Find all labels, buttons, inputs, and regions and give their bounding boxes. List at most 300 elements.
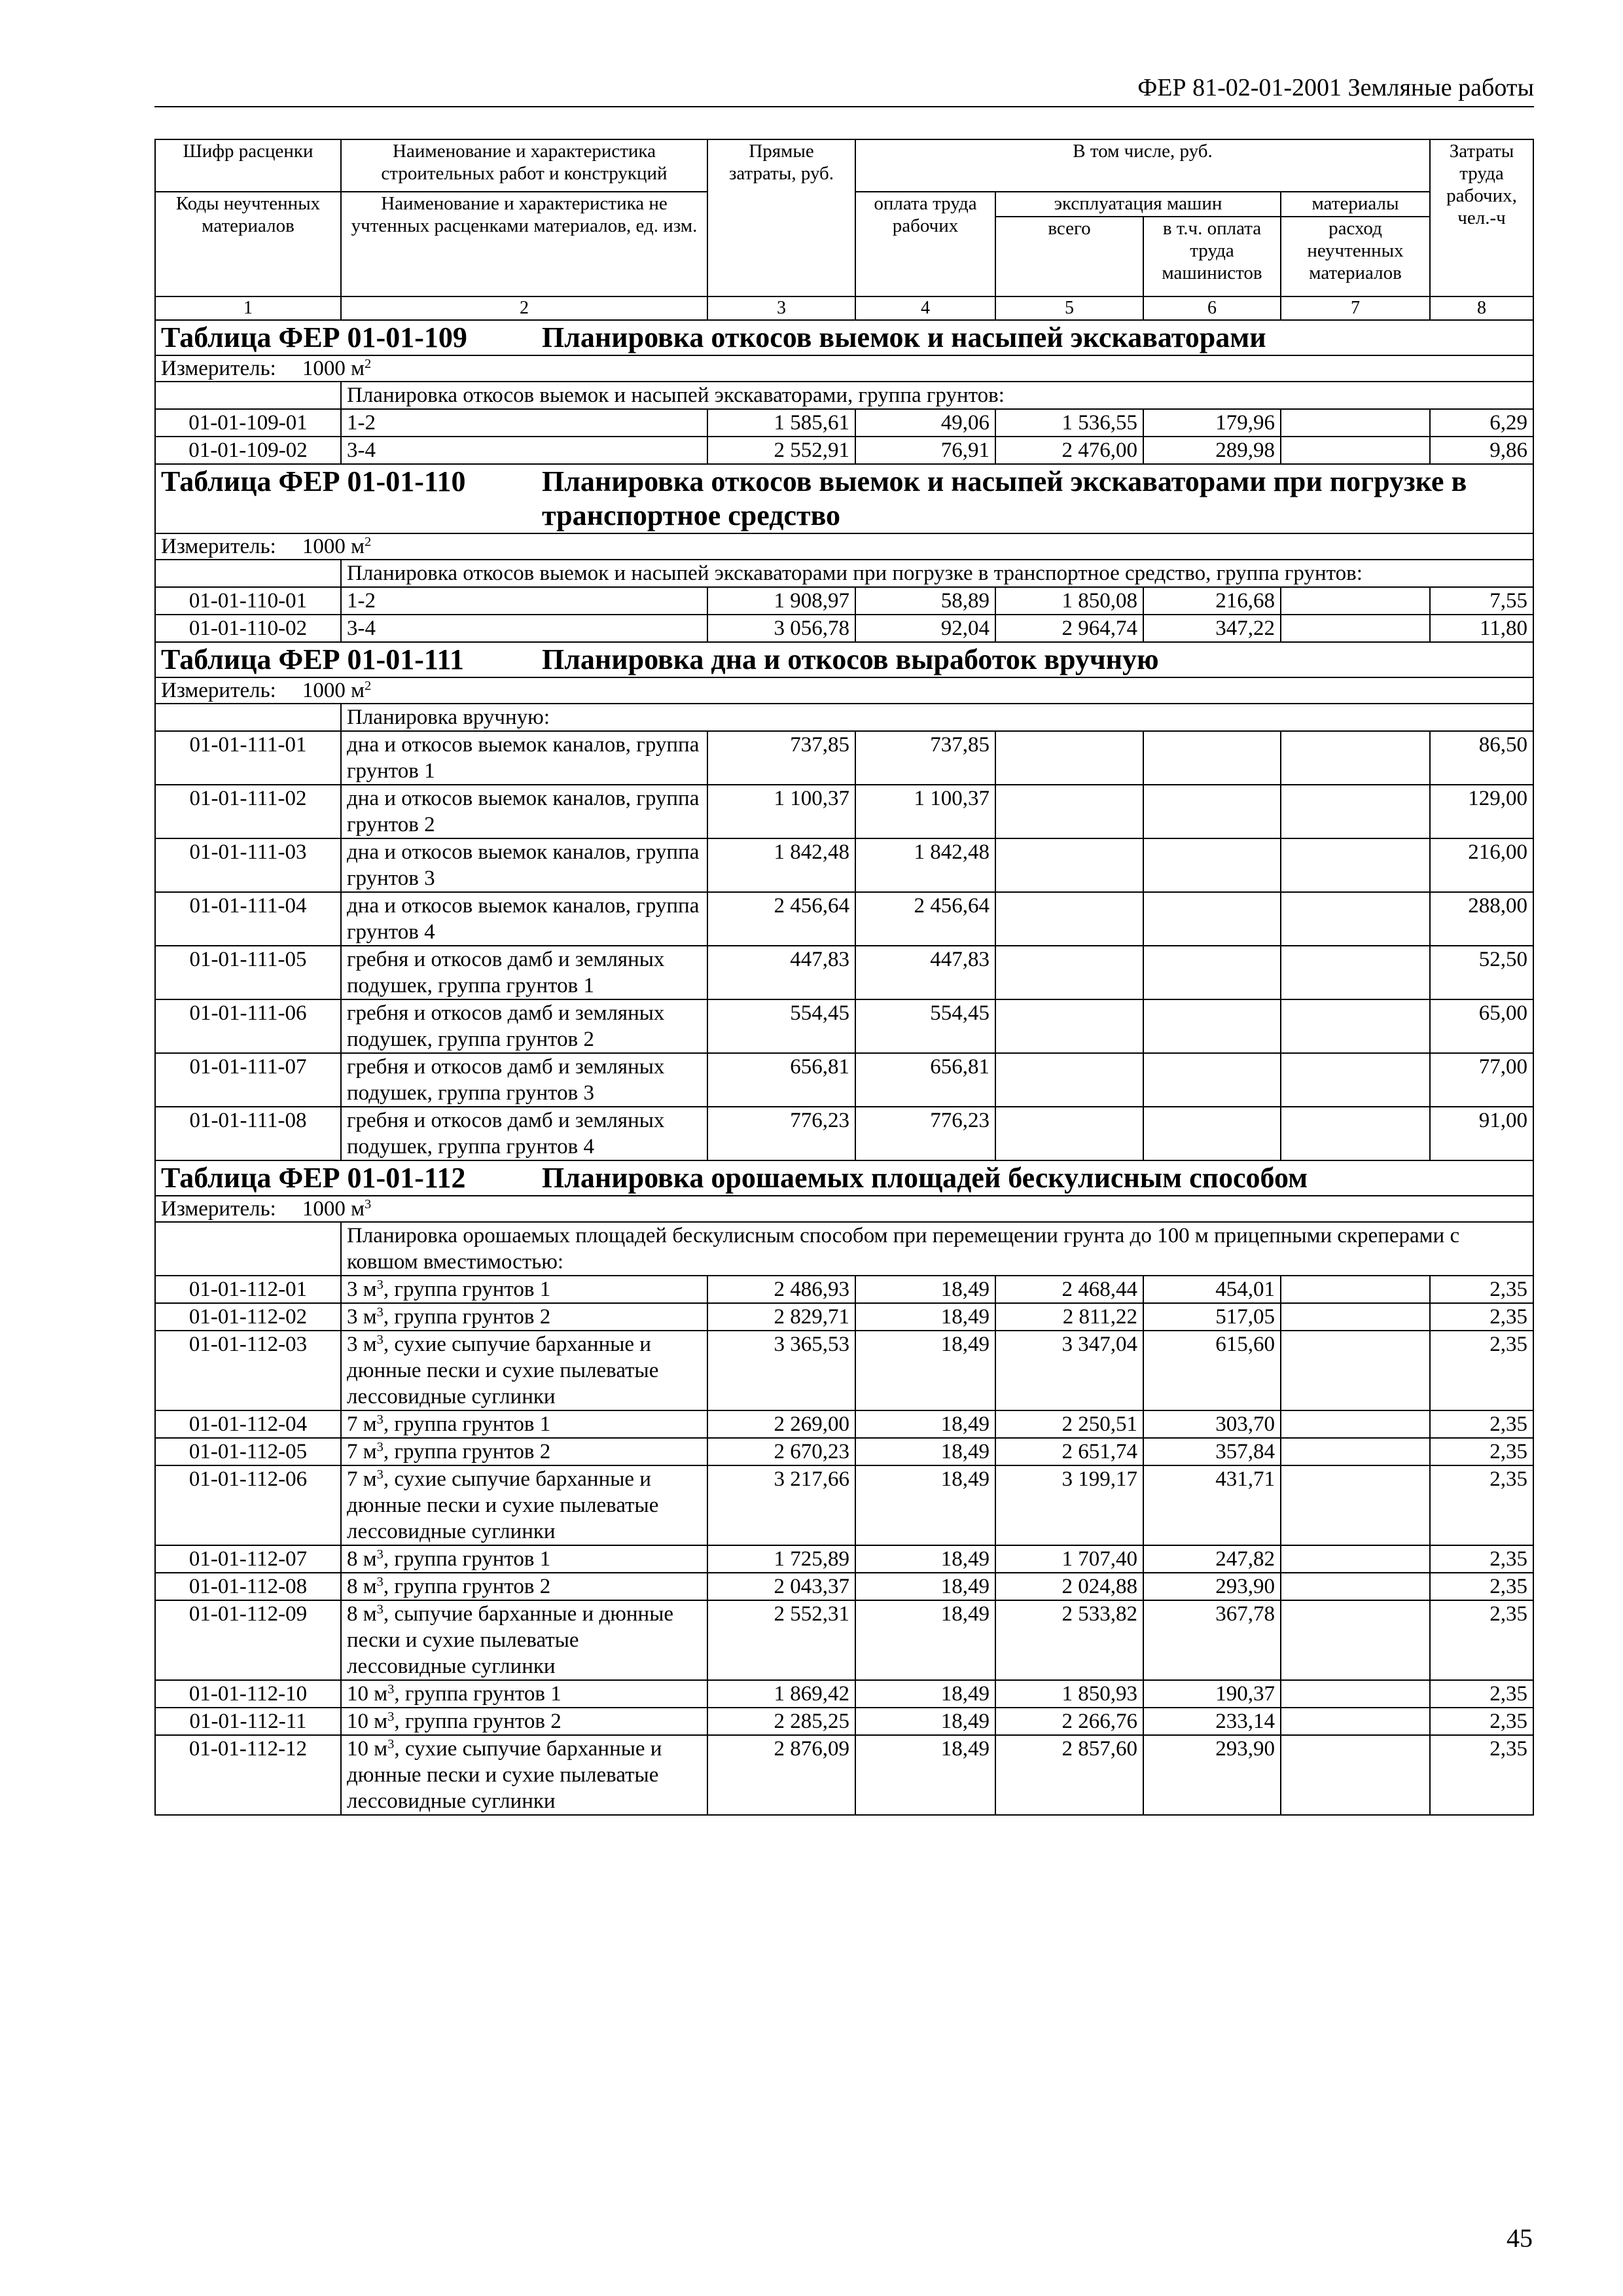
rate-name <box>341 437 707 464</box>
table-title-row <box>155 464 1533 533</box>
rate-code: 01-01-109-01 <box>155 409 341 437</box>
col-header-name: Наименование и характеристика строительных работ и конструкций <box>341 139 707 192</box>
table-title: Планировка откосов выемок и насыпей экскаваторами при погрузке в транспортное средство <box>542 465 1467 531</box>
direct-cost: 3 056,78 <box>707 615 855 642</box>
rate-code: 01-01-110-02 <box>155 615 341 642</box>
labor-cost: 92,04 <box>855 615 995 642</box>
table-title: Планировка орошаемых площадей бескулисным способом <box>542 1162 1308 1194</box>
labor-hours: 11,80 <box>1430 615 1533 642</box>
col-header-labor-cost: оплата труда рабочих <box>855 192 995 296</box>
machinist-labor: 190,37 <box>1143 1680 1281 1708</box>
measure-label: Измеритель: <box>161 357 276 380</box>
machines-total: 3 347,04 <box>995 1331 1143 1410</box>
table-row <box>155 785 1533 838</box>
machines-total: 2 857,60 <box>995 1735 1143 1815</box>
labor-cost: 58,89 <box>855 587 995 615</box>
labor-hours: 7,55 <box>1430 587 1533 615</box>
labor-cost: 76,91 <box>855 437 995 464</box>
direct-cost: 776,23 <box>707 1107 855 1160</box>
table-title-cell <box>155 642 1533 677</box>
table-row <box>155 1107 1533 1160</box>
rate-name-text: 3-4 <box>347 439 376 462</box>
rate-code: 01-01-112-08 <box>155 1573 341 1600</box>
col-header-code: Шифр расценки <box>155 139 341 192</box>
materials-use <box>1281 892 1430 946</box>
machines-total: 2 024,88 <box>995 1573 1143 1600</box>
description-row <box>155 560 1533 587</box>
measure-power: 2 <box>365 356 372 371</box>
labor-cost: 1 842,48 <box>855 838 995 892</box>
rate-name <box>341 1107 707 1160</box>
labor-hours: 129,00 <box>1430 785 1533 838</box>
rate-name <box>341 1573 707 1600</box>
measure-cell <box>155 533 1533 560</box>
direct-cost: 3 217,66 <box>707 1465 855 1545</box>
direct-cost: 656,81 <box>707 1053 855 1107</box>
direct-cost: 2 670,23 <box>707 1438 855 1465</box>
col-header-direct: Прямые затраты, руб. <box>707 139 855 296</box>
labor-hours: 9,86 <box>1430 437 1533 464</box>
machinist-labor: 179,96 <box>1143 409 1281 437</box>
materials-use <box>1281 1545 1430 1573</box>
col-header-materials: материалы <box>1281 192 1430 217</box>
direct-cost: 1 585,61 <box>707 409 855 437</box>
direct-cost: 2 486,93 <box>707 1276 855 1303</box>
machines-total: 1 707,40 <box>995 1545 1143 1573</box>
direct-cost: 2 552,91 <box>707 437 855 464</box>
rate-code: 01-01-110-01 <box>155 587 341 615</box>
rate-name-text: 1-2 <box>347 589 376 613</box>
rate-code: 01-01-112-11 <box>155 1708 341 1735</box>
machinist-labor <box>1143 785 1281 838</box>
description-text: Планировка откосов выемок и насыпей экскаваторами при погрузке в транспортное средство, группа грунтов: <box>341 560 1533 587</box>
rate-name-text: дна и откосов выемок каналов, группа грунтов 1 <box>347 733 700 783</box>
rate-name <box>341 1053 707 1107</box>
direct-cost: 1 842,48 <box>707 838 855 892</box>
machinist-labor: 367,78 <box>1143 1600 1281 1680</box>
machines-total <box>995 892 1143 946</box>
machinist-labor: 216,68 <box>1143 587 1281 615</box>
rate-code: 01-01-112-12 <box>155 1735 341 1815</box>
rates-table <box>154 139 1534 1816</box>
description-row <box>155 704 1533 731</box>
rate-name-text: , группа грунтов 1 <box>383 1412 551 1436</box>
measure-row <box>155 677 1533 704</box>
materials-use <box>1281 1600 1430 1680</box>
rate-name-text: дна и откосов выемок каналов, группа грунтов 2 <box>347 787 700 836</box>
rate-name-power: 3 <box>376 1332 383 1347</box>
labor-cost: 2 456,64 <box>855 892 995 946</box>
rate-name <box>341 1410 707 1438</box>
labor-hours: 288,00 <box>1430 892 1533 946</box>
rate-code: 01-01-111-04 <box>155 892 341 946</box>
labor-cost: 18,49 <box>855 1735 995 1815</box>
rate-name-size: 10 м <box>347 1710 388 1733</box>
measure-label: Измеритель: <box>161 679 276 702</box>
labor-cost: 656,81 <box>855 1053 995 1107</box>
labor-cost: 18,49 <box>855 1680 995 1708</box>
table-row <box>155 1545 1533 1573</box>
rate-name-text: гребня и откосов дамб и земляных подушек, группа грунтов 3 <box>347 1055 665 1105</box>
rate-name-text: дна и откосов выемок каналов, группа грунтов 3 <box>347 840 700 890</box>
machinist-labor <box>1143 946 1281 999</box>
table-row <box>155 1680 1533 1708</box>
rate-name-size: 8 м <box>347 1575 377 1598</box>
table-label: Таблица ФЕР 01-01-112 <box>161 1162 466 1194</box>
col-header-machines: эксплуатация машин <box>995 192 1281 217</box>
labor-hours: 216,00 <box>1430 838 1533 892</box>
machinist-labor: 357,84 <box>1143 1438 1281 1465</box>
description-text: Планировка вручную: <box>341 704 1533 731</box>
table-row <box>155 1465 1533 1545</box>
rate-code: 01-01-112-10 <box>155 1680 341 1708</box>
labor-cost: 18,49 <box>855 1600 995 1680</box>
labor-hours: 2,35 <box>1430 1735 1533 1815</box>
rate-code: 01-01-112-07 <box>155 1545 341 1573</box>
col-header-codes-unaccounted: Коды неучтенных материалов <box>155 192 341 296</box>
materials-use <box>1281 1053 1430 1107</box>
table-row <box>155 1573 1533 1600</box>
direct-cost: 3 365,53 <box>707 1331 855 1410</box>
machinist-labor: 289,98 <box>1143 437 1281 464</box>
col-number: 7 <box>1281 296 1430 320</box>
materials-use <box>1281 785 1430 838</box>
machinist-labor <box>1143 1107 1281 1160</box>
machinist-labor: 615,60 <box>1143 1331 1281 1410</box>
materials-use <box>1281 1303 1430 1331</box>
table-title-row <box>155 1160 1533 1196</box>
rate-name-size: 7 м <box>347 1467 377 1491</box>
machines-total <box>995 1107 1143 1160</box>
rate-name <box>341 1303 707 1331</box>
rate-code: 01-01-109-02 <box>155 437 341 464</box>
machines-total <box>995 999 1143 1053</box>
measure-label: Измеритель: <box>161 1197 276 1221</box>
materials-use <box>1281 1680 1430 1708</box>
rate-name-size: 7 м <box>347 1440 377 1463</box>
materials-use <box>1281 1708 1430 1735</box>
machinist-labor <box>1143 999 1281 1053</box>
rate-code: 01-01-112-01 <box>155 1276 341 1303</box>
rate-name-power: 3 <box>387 1736 395 1751</box>
rate-name-power: 3 <box>376 1304 383 1319</box>
machines-total: 2 250,51 <box>995 1410 1143 1438</box>
labor-hours: 6,29 <box>1430 409 1533 437</box>
table-row <box>155 731 1533 785</box>
table-row <box>155 1410 1533 1438</box>
rate-name-size: 3 м <box>347 1333 377 1356</box>
machines-total <box>995 731 1143 785</box>
rate-name-text: гребня и откосов дамб и земляных подушек, группа грунтов 1 <box>347 948 665 997</box>
labor-hours: 2,35 <box>1430 1600 1533 1680</box>
materials-use <box>1281 437 1430 464</box>
table-title: Планировка дна и откосов выработок вручную <box>542 643 1159 675</box>
rate-name-size: 8 м <box>347 1547 377 1571</box>
machinist-labor: 247,82 <box>1143 1545 1281 1573</box>
labor-cost: 18,49 <box>855 1545 995 1573</box>
rate-name <box>341 1545 707 1573</box>
machinist-labor: 293,90 <box>1143 1735 1281 1815</box>
col-header-labor-hours: Затраты труда рабочих, чел.-ч <box>1430 139 1533 296</box>
labor-hours: 2,35 <box>1430 1303 1533 1331</box>
rate-name <box>341 892 707 946</box>
labor-hours: 52,50 <box>1430 946 1533 999</box>
materials-use <box>1281 1410 1430 1438</box>
measure-value: 1000 м <box>302 357 365 380</box>
direct-cost: 2 552,31 <box>707 1600 855 1680</box>
rate-code: 01-01-112-03 <box>155 1331 341 1410</box>
machinist-labor <box>1143 731 1281 785</box>
rate-name <box>341 785 707 838</box>
rate-name-size: 8 м <box>347 1602 377 1626</box>
machines-total: 2 964,74 <box>995 615 1143 642</box>
description-row <box>155 382 1533 409</box>
materials-use <box>1281 1465 1430 1545</box>
measure-cell <box>155 355 1533 382</box>
labor-cost: 18,49 <box>855 1438 995 1465</box>
col-number: 5 <box>995 296 1143 320</box>
table-row <box>155 1276 1533 1303</box>
col-number: 4 <box>855 296 995 320</box>
materials-use <box>1281 1107 1430 1160</box>
page-header-title: ФЕР 81-02-01-2001 Земляные работы <box>1137 74 1534 101</box>
machinist-labor: 517,05 <box>1143 1303 1281 1331</box>
rate-name <box>341 409 707 437</box>
rate-name <box>341 731 707 785</box>
table-row <box>155 1303 1533 1331</box>
materials-use <box>1281 946 1430 999</box>
rate-name <box>341 1600 707 1680</box>
description-spacer <box>155 560 341 587</box>
table-row <box>155 1331 1533 1410</box>
rate-name-power: 3 <box>376 1412 383 1427</box>
measure-cell <box>155 1196 1533 1222</box>
machinist-labor: 233,14 <box>1143 1708 1281 1735</box>
rate-code: 01-01-112-05 <box>155 1438 341 1465</box>
column-number-row <box>155 296 1533 320</box>
rate-name-text: , группа грунтов 2 <box>383 1305 551 1329</box>
rate-code: 01-01-112-09 <box>155 1600 341 1680</box>
rate-name <box>341 1735 707 1815</box>
col-number: 2 <box>341 296 707 320</box>
measure-value: 1000 м <box>302 679 365 702</box>
col-header-name-unaccounted: Наименование и характеристика не учтенных расценками материалов, ед. изм. <box>341 192 707 296</box>
machinist-labor: 454,01 <box>1143 1276 1281 1303</box>
table-title-cell <box>155 464 1533 533</box>
labor-cost: 18,49 <box>855 1303 995 1331</box>
direct-cost: 2 876,09 <box>707 1735 855 1815</box>
measure-row <box>155 533 1533 560</box>
table-row <box>155 1708 1533 1735</box>
table-row <box>155 409 1533 437</box>
materials-use <box>1281 1438 1430 1465</box>
materials-use <box>1281 1735 1430 1815</box>
machinist-labor: 303,70 <box>1143 1410 1281 1438</box>
labor-cost: 49,06 <box>855 409 995 437</box>
machines-total <box>995 946 1143 999</box>
rate-name-text: , группа грунтов 2 <box>383 1440 551 1463</box>
materials-use <box>1281 409 1430 437</box>
table-row <box>155 1735 1533 1815</box>
rate-name-text: , группа грунтов 1 <box>394 1682 562 1706</box>
rate-code: 01-01-111-02 <box>155 785 341 838</box>
labor-cost: 447,83 <box>855 946 995 999</box>
page-header <box>154 73 1534 107</box>
rate-code: 01-01-111-08 <box>155 1107 341 1160</box>
table-label: Таблица ФЕР 01-01-110 <box>161 465 466 497</box>
direct-cost: 1 908,97 <box>707 587 855 615</box>
direct-cost: 554,45 <box>707 999 855 1053</box>
description-text: Планировка откосов выемок и насыпей экскаваторами, группа грунтов: <box>341 382 1533 409</box>
machinist-labor: 347,22 <box>1143 615 1281 642</box>
machines-total: 2 651,74 <box>995 1438 1143 1465</box>
labor-hours: 91,00 <box>1430 1107 1533 1160</box>
labor-hours: 86,50 <box>1430 731 1533 785</box>
rate-name-power: 3 <box>376 1547 383 1562</box>
rate-code: 01-01-112-02 <box>155 1303 341 1331</box>
labor-cost: 18,49 <box>855 1276 995 1303</box>
machines-total: 1 850,08 <box>995 587 1143 615</box>
rate-name-text: , группа грунтов 1 <box>383 1547 551 1571</box>
table-title-row <box>155 320 1533 355</box>
labor-hours: 2,35 <box>1430 1331 1533 1410</box>
labor-hours: 2,35 <box>1430 1276 1533 1303</box>
measure-row <box>155 1196 1533 1222</box>
rate-name-text: , сухие сыпучие барханные и дюнные пески и сухие пылеватые лессовидные суглинки <box>347 1737 662 1813</box>
table-row <box>155 999 1533 1053</box>
machines-total: 2 533,82 <box>995 1600 1143 1680</box>
table-row <box>155 587 1533 615</box>
labor-cost: 18,49 <box>855 1465 995 1545</box>
direct-cost: 447,83 <box>707 946 855 999</box>
col-header-total: всего <box>995 217 1143 296</box>
measure-cell <box>155 677 1533 704</box>
materials-use <box>1281 838 1430 892</box>
rate-name-text: гребня и откосов дамб и земляных подушек, группа грунтов 2 <box>347 1001 665 1051</box>
machines-total <box>995 1053 1143 1107</box>
rate-name-size: 7 м <box>347 1412 377 1436</box>
rate-name <box>341 1276 707 1303</box>
rate-name-text: , сухие сыпучие барханные и дюнные пески и сухие пылеватые лессовидные суглинки <box>347 1467 659 1543</box>
col-header-incl: В том числе, руб. <box>855 139 1430 192</box>
labor-hours: 2,35 <box>1430 1573 1533 1600</box>
rate-name-power: 3 <box>376 1602 383 1617</box>
rate-name <box>341 1438 707 1465</box>
labor-hours: 77,00 <box>1430 1053 1533 1107</box>
rate-name <box>341 1465 707 1545</box>
rate-name-size: 10 м <box>347 1737 388 1761</box>
measure-label: Измеритель: <box>161 535 276 558</box>
machines-total <box>995 785 1143 838</box>
description-spacer <box>155 1222 341 1276</box>
table-title: Планировка откосов выемок и насыпей экскаваторами <box>542 321 1266 353</box>
labor-hours: 2,35 <box>1430 1545 1533 1573</box>
rate-code: 01-01-111-03 <box>155 838 341 892</box>
rate-name-power: 3 <box>376 1439 383 1454</box>
table-title-cell <box>155 1160 1533 1196</box>
labor-hours: 65,00 <box>1430 999 1533 1053</box>
labor-cost: 1 100,37 <box>855 785 995 838</box>
machines-total: 2 476,00 <box>995 437 1143 464</box>
rate-code: 01-01-112-06 <box>155 1465 341 1545</box>
rate-name-text: , сыпучие барханные и дюнные пески и сухие пылеватые лессовидные суглинки <box>347 1602 674 1678</box>
machinist-labor: 293,90 <box>1143 1573 1281 1600</box>
machines-total: 1 536,55 <box>995 409 1143 437</box>
rate-name-size: 3 м <box>347 1278 377 1301</box>
materials-use <box>1281 1331 1430 1410</box>
machines-total: 1 850,93 <box>995 1680 1143 1708</box>
materials-use <box>1281 731 1430 785</box>
direct-cost: 2 269,00 <box>707 1410 855 1438</box>
rate-code: 01-01-111-07 <box>155 1053 341 1107</box>
materials-use <box>1281 999 1430 1053</box>
rate-name-power: 3 <box>387 1681 395 1696</box>
page-number: 45 <box>1507 2223 1533 2253</box>
table-row <box>155 615 1533 642</box>
rate-name-text: дна и откосов выемок каналов, группа грунтов 4 <box>347 894 700 944</box>
rate-name-text: 1-2 <box>347 411 376 435</box>
rate-name <box>341 1680 707 1708</box>
labor-cost: 737,85 <box>855 731 995 785</box>
rate-name <box>341 838 707 892</box>
table-title-row <box>155 642 1533 677</box>
rate-name <box>341 587 707 615</box>
description-spacer <box>155 382 341 409</box>
col-number: 1 <box>155 296 341 320</box>
machines-total: 3 199,17 <box>995 1465 1143 1545</box>
measure-value: 1000 м <box>302 535 365 558</box>
rate-code: 01-01-111-06 <box>155 999 341 1053</box>
rate-name-text: 3-4 <box>347 617 376 640</box>
labor-hours: 2,35 <box>1430 1465 1533 1545</box>
table-row <box>155 838 1533 892</box>
direct-cost: 2 829,71 <box>707 1303 855 1331</box>
rate-name-size: 3 м <box>347 1305 377 1329</box>
rate-name-power: 3 <box>387 1709 395 1724</box>
rate-name <box>341 1331 707 1410</box>
rate-name-power: 3 <box>376 1467 383 1482</box>
direct-cost: 2 285,25 <box>707 1708 855 1735</box>
rate-name-text: , сухие сыпучие барханные и дюнные пески и сухие пылеватые лессовидные суглинки <box>347 1333 659 1408</box>
table-row <box>155 437 1533 464</box>
machines-total: 2 468,44 <box>995 1276 1143 1303</box>
col-number: 8 <box>1430 296 1533 320</box>
table-row <box>155 946 1533 999</box>
machines-total <box>995 838 1143 892</box>
machinist-labor <box>1143 892 1281 946</box>
materials-use <box>1281 615 1430 642</box>
table-row <box>155 892 1533 946</box>
rate-name-text: гребня и откосов дамб и земляных подушек, группа грунтов 4 <box>347 1109 665 1158</box>
rate-name-text: , группа грунтов 2 <box>394 1710 562 1733</box>
direct-cost: 1 869,42 <box>707 1680 855 1708</box>
rate-code: 01-01-112-04 <box>155 1410 341 1438</box>
measure-row <box>155 355 1533 382</box>
description-row <box>155 1222 1533 1276</box>
direct-cost: 1 100,37 <box>707 785 855 838</box>
description-spacer <box>155 704 341 731</box>
measure-power: 3 <box>365 1196 372 1211</box>
col-number: 6 <box>1143 296 1281 320</box>
machines-total: 2 811,22 <box>995 1303 1143 1331</box>
direct-cost: 2 043,37 <box>707 1573 855 1600</box>
table-row <box>155 1600 1533 1680</box>
rate-name-size: 10 м <box>347 1682 388 1706</box>
rate-name-power: 3 <box>376 1277 383 1292</box>
direct-cost: 737,85 <box>707 731 855 785</box>
table-row <box>155 1053 1533 1107</box>
rate-code: 01-01-111-01 <box>155 731 341 785</box>
